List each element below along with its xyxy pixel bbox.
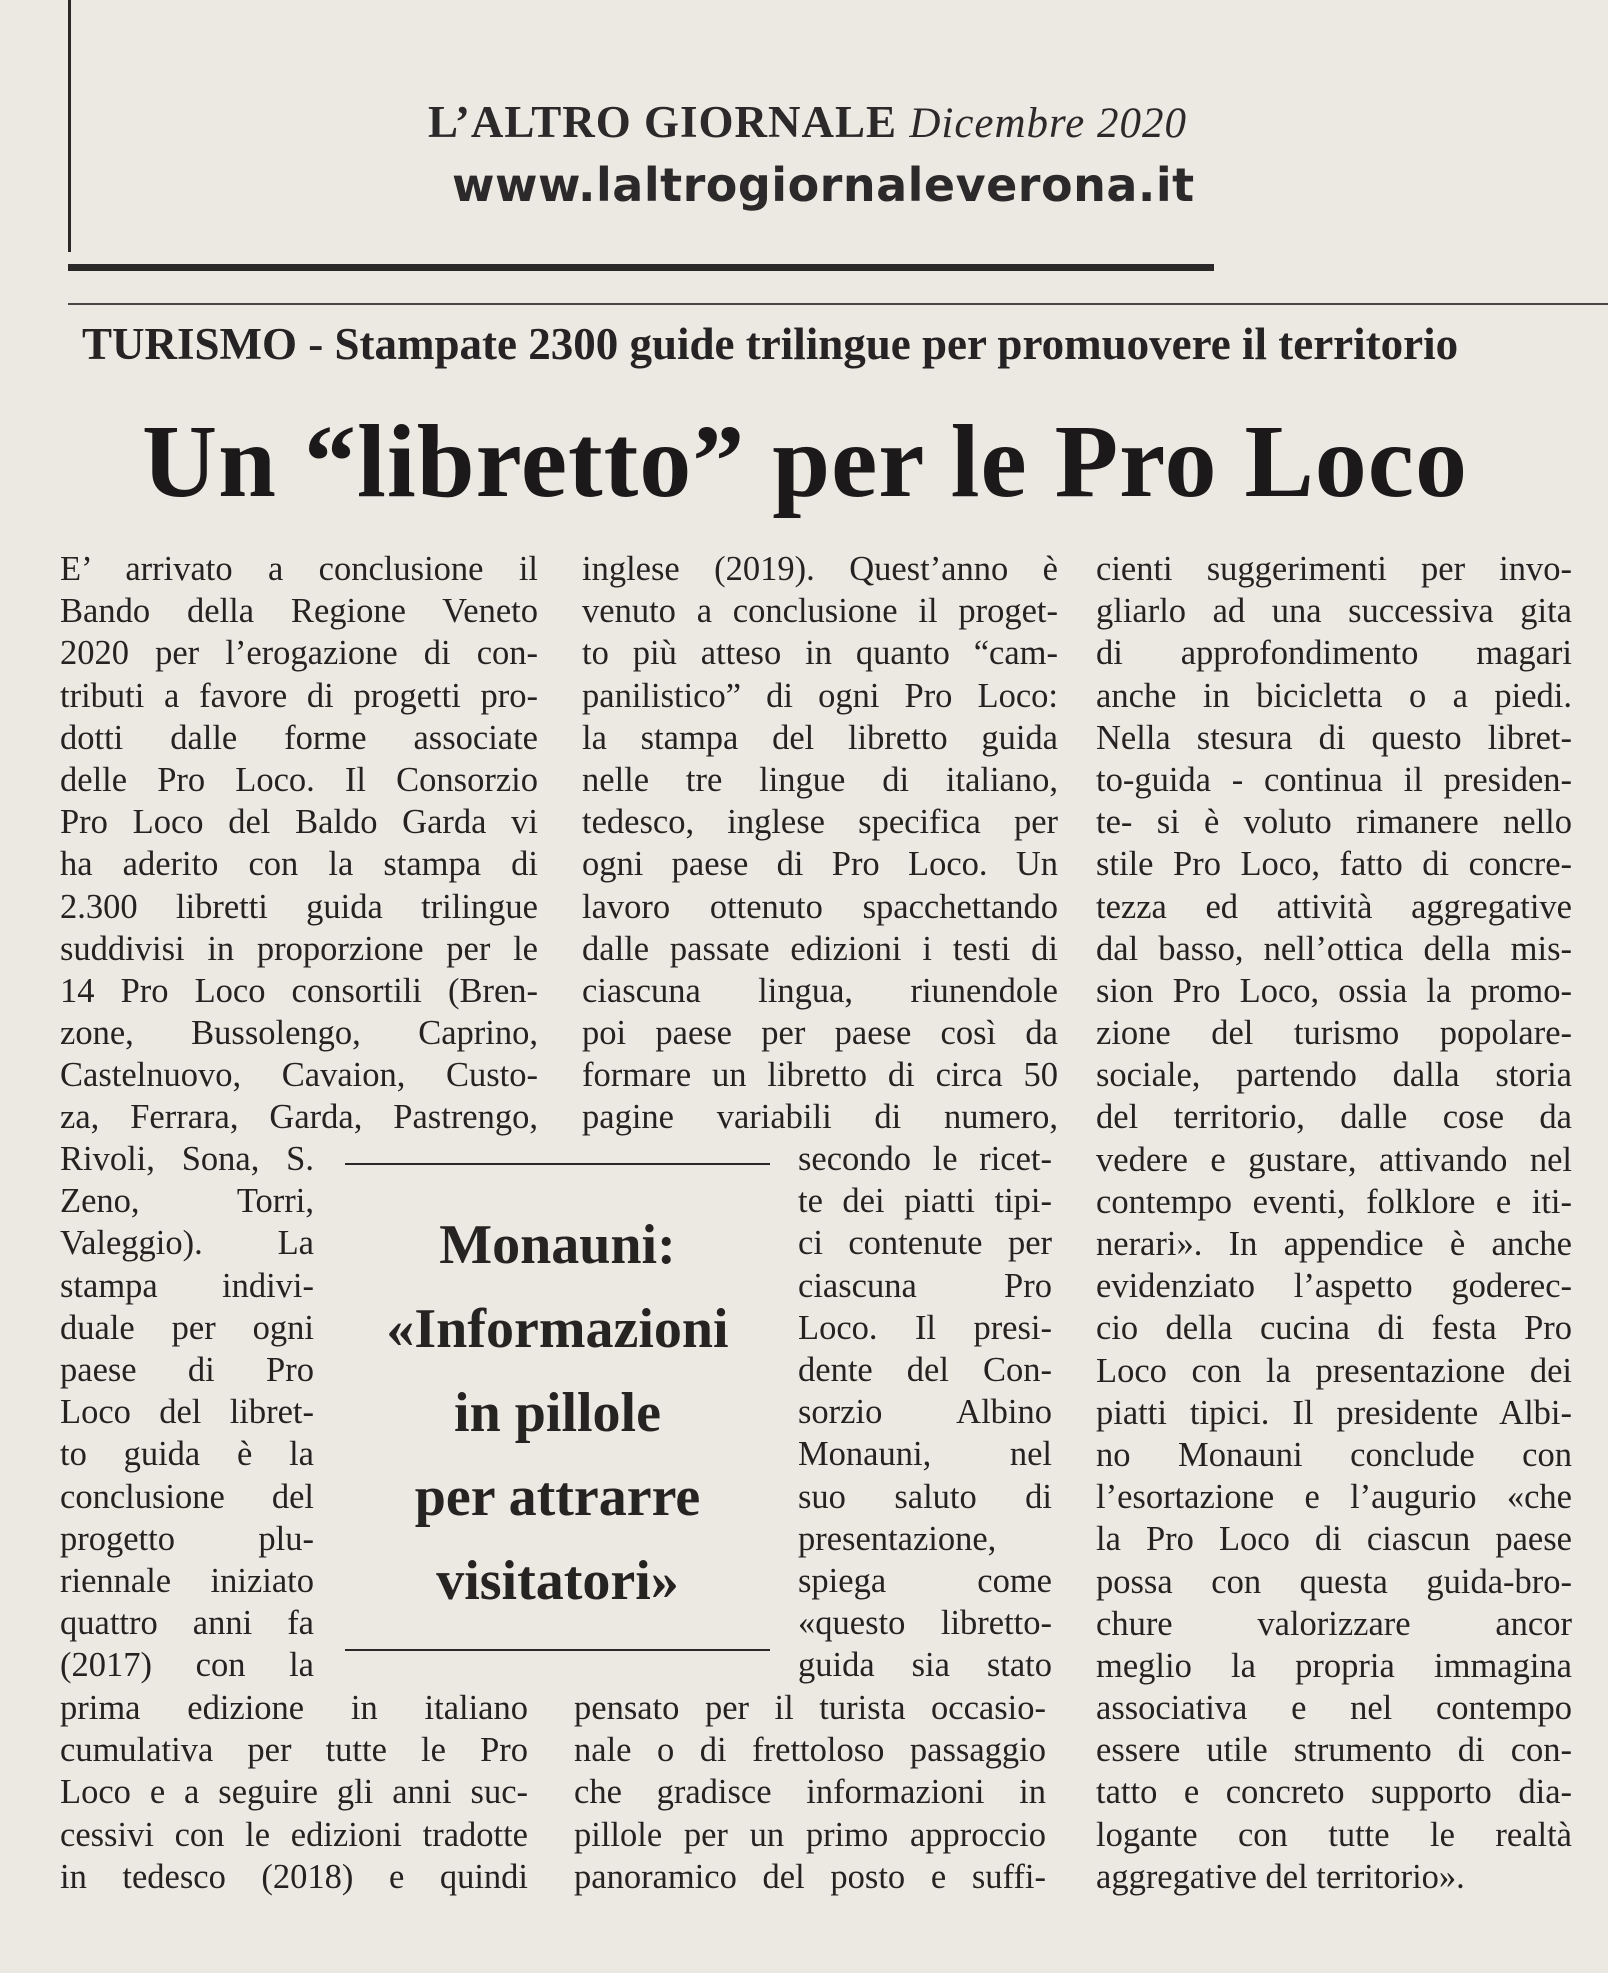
article-text-line: tatto e concreto supporto dia- — [1096, 1773, 1572, 1812]
pull-quote-bottom-rule — [345, 1649, 770, 1651]
masthead-rule — [68, 264, 1214, 271]
article-text-line: (2017) con la — [60, 1646, 314, 1685]
article-text-line: stile Pro Loco, fatto di concre- — [1096, 845, 1572, 884]
article-text-line: pensato per il turista occasio- — [574, 1689, 1046, 1727]
article-text-line: la stampa del libretto guida — [582, 718, 1058, 757]
column-2-bottom — [574, 1687, 1046, 1898]
column-3 — [1096, 548, 1572, 1898]
article-text-line: dente del Con- — [798, 1350, 1052, 1389]
pull-quote-line: visitatori» — [436, 1550, 679, 1612]
pull-quote-line: in pillole — [454, 1382, 661, 1444]
article-text-line: te dei piatti tipi- — [798, 1182, 1052, 1221]
pull-quote-line: Monauni: — [439, 1214, 676, 1276]
article-text-line: zone, Bussolengo, Caprino, — [60, 1014, 538, 1053]
article-text-line: zione del turismo popolare- — [1096, 1014, 1572, 1053]
article-text-line: ci contenute per — [798, 1224, 1052, 1263]
pull-quote — [345, 1163, 770, 1651]
article-text-line: duale per ogni — [60, 1308, 314, 1347]
issue-date: Dicembre 2020 — [909, 100, 1188, 147]
pull-quote-text — [345, 1203, 770, 1623]
article-text-line: inglese (2019). Quest’anno è — [582, 550, 1058, 588]
article-text-line: ciascuna Pro — [798, 1266, 1052, 1305]
website-url: www.laltrogiornaleverona.it — [452, 158, 1195, 212]
article-text-line: spiega come — [798, 1561, 1052, 1600]
article-text-line: nerari». In appendice è anche — [1096, 1225, 1572, 1263]
article-text-line: evidenziato l’aspetto goderec- — [1096, 1267, 1572, 1306]
article-text-line: venuto a conclusione il proget- — [582, 592, 1058, 631]
article-text-line: sorzio Albino — [798, 1393, 1052, 1432]
article-text-line: possa con questa guida-bro- — [1096, 1562, 1572, 1601]
article-text-line: gliarlo ad una successiva gita — [1096, 592, 1572, 631]
article-text-line: dal basso, nell’ottica della mis- — [1096, 929, 1572, 968]
article-text-line: vedere e gustare, attivando nel — [1096, 1140, 1572, 1179]
article-text-line: Valeggio). La — [60, 1224, 314, 1263]
article-text-line: ciascuna lingua, riunendole — [582, 971, 1058, 1010]
article-text-line: «questo libretto- — [798, 1604, 1052, 1643]
article-text-line: 2.300 libretti guida trilingue — [60, 887, 538, 926]
article-text-line: tributi a favore di progetti pro- — [60, 676, 538, 715]
masthead-title — [428, 96, 1208, 148]
article-text-line: aggregative del territorio». — [1096, 1857, 1465, 1896]
article-text-line: lavoro ottenuto spacchettando — [582, 887, 1058, 926]
article-text-line: poi paese per paese così da — [582, 1014, 1058, 1053]
article-text-line: ha aderito con la stampa di — [60, 845, 538, 884]
article-text-line: paese di Pro — [60, 1350, 314, 1389]
article-text-line: l’esortazione e l’augurio «che — [1096, 1478, 1572, 1517]
article-text-line: suddivisi in proporzione per le — [60, 929, 538, 968]
article-text-line: za, Ferrara, Garda, Pastrengo, — [60, 1098, 538, 1137]
article-top-rule — [68, 303, 1608, 305]
article-text-line: riennale iniziato — [60, 1561, 314, 1600]
article-text-line: Nella stesura di questo libret- — [1096, 718, 1572, 757]
article-text-line: guida sia stato — [798, 1646, 1052, 1685]
article-text-line: Loco e a seguire gli anni suc- — [60, 1773, 528, 1812]
article-text-line: to guida è la — [60, 1435, 314, 1474]
article-text-line: conclusione del — [60, 1477, 314, 1516]
article-text-line: tedesco, inglese specifica per — [582, 803, 1058, 842]
pull-quote-line: «Informazioni — [386, 1298, 729, 1360]
pull-quote-top-rule — [345, 1163, 770, 1165]
article-text-line: progetto plu- — [60, 1519, 314, 1558]
column-1-top — [60, 548, 538, 1139]
article-text-line: contempo eventi, folklore e iti- — [1096, 1182, 1572, 1221]
article-text-line: del territorio, dalle cose da — [1096, 1098, 1572, 1137]
article-text-line: cio della cucina di festa Pro — [1096, 1309, 1572, 1348]
article-text-line: anche in bicicletta o a piedi. — [1096, 676, 1572, 715]
article-text-line: ogni paese di Pro Loco. Un — [582, 845, 1058, 884]
article-text-line: prima edizione in italiano — [60, 1689, 528, 1727]
article-text-line: 14 Pro Loco consortili (Bren- — [60, 971, 538, 1010]
article-headline: Un “libretto” per le Pro Loco — [142, 404, 1468, 519]
article-text-line: dotti dalle forme associate — [60, 718, 538, 757]
article-text-line: sociale, partendo dalla storia — [1096, 1056, 1572, 1095]
article-text-line: delle Pro Loco. Il Consorzio — [60, 760, 538, 799]
article-text-line: in tedesco (2018) e quindi — [60, 1857, 528, 1896]
article-text-line: cienti suggerimenti per invo- — [1096, 550, 1572, 588]
article-text-line: meglio la propria immagina — [1096, 1646, 1572, 1685]
article-text-line: cumulativa per tutte le Pro — [60, 1731, 528, 1770]
article-text-line: logante con tutte le realtà — [1096, 1815, 1572, 1854]
article-kicker: TURISMO - Stampate 2300 guide trilingue per promuovere il territorio — [82, 319, 1459, 369]
newspaper-name: L’ALTRO GIORNALE — [428, 97, 898, 147]
article-text-line: pillole per un primo approccio — [574, 1815, 1046, 1854]
article-text-line: formare un libretto di circa 50 — [582, 1056, 1058, 1095]
article-text-line: pagine variabili di numero, — [582, 1098, 1058, 1137]
article-text-line: essere utile strumento di con- — [1096, 1731, 1572, 1770]
article-text-line: associativa e nel contempo — [1096, 1689, 1572, 1728]
article-text-line: no Monauni conclude con — [1096, 1435, 1572, 1474]
column-1-bottom — [60, 1687, 528, 1898]
column-2-narrow — [798, 1138, 1052, 1686]
article-text-line: Zeno, Torri, — [60, 1182, 314, 1221]
article-text-line: Pro Loco del Baldo Garda vi — [60, 803, 538, 842]
article-text-line: che gradisce informazioni in — [574, 1773, 1046, 1812]
article-text-line: nelle tre lingue di italiano, — [582, 760, 1058, 799]
article-text-line: to più atteso in quanto “cam- — [582, 634, 1058, 673]
article-text-line: Loco. Il presi- — [798, 1308, 1052, 1347]
article-text-line: panoramico del posto e suffi- — [574, 1857, 1046, 1896]
article-text-line: cessivi con le edizioni tradotte — [60, 1815, 528, 1854]
pull-quote-line: per attrarre — [414, 1466, 701, 1528]
article-text-line: Bando della Regione Veneto — [60, 592, 538, 631]
article-text-line: Castelnuovo, Cavaion, Custo- — [60, 1056, 538, 1095]
article-text-line: sion Pro Loco, ossia la promo- — [1096, 971, 1572, 1010]
article-text-line: stampa indivi- — [60, 1266, 314, 1305]
article-text-line: to-guida - continua il presiden- — [1096, 760, 1572, 799]
article-text-line: di approfondimento magari — [1096, 634, 1572, 673]
article-text-line: Rivoli, Sona, S. — [60, 1140, 314, 1178]
article-text-line: nale o di frettoloso passaggio — [574, 1731, 1046, 1770]
article-text-line: Loco del libret- — [60, 1393, 314, 1432]
article-text-line: Loco con la presentazione dei — [1096, 1351, 1572, 1390]
article-text-line: dalle passate edizioni i testi di — [582, 929, 1058, 968]
article-text-line: 2020 per l’erogazione di con- — [60, 634, 538, 673]
article-text-line: chure valorizzare ancor — [1096, 1604, 1572, 1643]
column-2-top — [582, 548, 1058, 1139]
column-1-narrow — [60, 1138, 314, 1686]
article-text-line: panilistico” di ogni Pro Loco: — [582, 676, 1058, 715]
article-text-line: piatti tipici. Il presidente Albi- — [1096, 1393, 1572, 1432]
article-text-line: tezza ed attività aggregative — [1096, 887, 1572, 926]
article-text-line: secondo le ricet- — [798, 1140, 1052, 1178]
article-text-line: te- si è voluto rimanere nello — [1096, 803, 1572, 842]
article-text-line: presentazione, — [798, 1519, 997, 1558]
article-text-line: la Pro Loco di ciascun paese — [1096, 1520, 1572, 1559]
article-text-line: E’ arrivato a conclusione il — [60, 550, 538, 588]
article-text-line: suo saluto di — [798, 1477, 1052, 1516]
article-text-line: Monauni, nel — [798, 1435, 1052, 1474]
article-text-line: quattro anni fa — [60, 1604, 314, 1643]
